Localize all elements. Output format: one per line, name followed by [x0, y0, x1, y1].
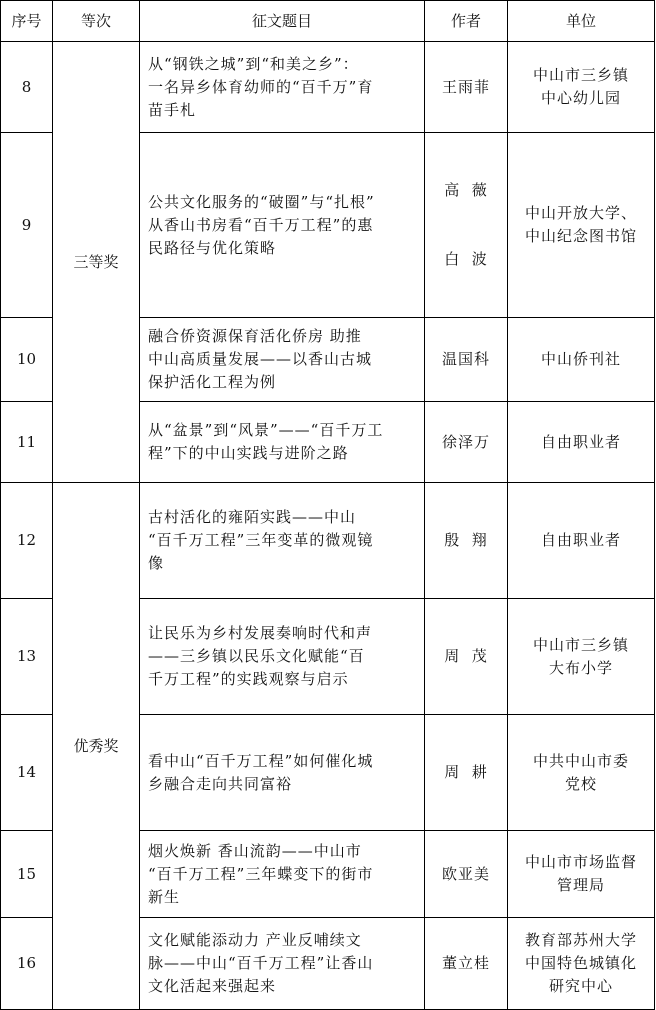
unit-name: 自由职业者 — [508, 483, 655, 599]
author-name: 周 耕 — [425, 715, 508, 831]
row-index: 16 — [1, 918, 53, 1010]
row-index: 11 — [1, 402, 53, 483]
header-title: 征文题目 — [140, 1, 425, 42]
table-row — [1, 483, 655, 599]
row-index: 12 — [1, 483, 53, 599]
rank-excellent: 优秀奖 — [53, 483, 140, 1010]
header-row — [1, 1, 655, 42]
essay-title: 文化赋能添动力 产业反哺续文 脉——中山“百千万工程”让香山 文化活起来强起来 — [140, 918, 425, 1010]
header-author: 作者 — [425, 1, 508, 42]
author-name: 高 薇 白 波 — [425, 133, 508, 318]
essay-title: 融合侨资源保育活化侨房 助推 中山高质量发展——以香山古城 保护活化工程为例 — [140, 318, 425, 402]
row-index: 14 — [1, 715, 53, 831]
author-name: 徐泽万 — [425, 402, 508, 483]
unit-name: 中山市市场监督 管理局 — [508, 831, 655, 918]
row-index: 15 — [1, 831, 53, 918]
row-index: 8 — [1, 42, 53, 133]
author-name: 王雨菲 — [425, 42, 508, 133]
unit-name: 教育部苏州大学 中国特色城镇化 研究中心 — [508, 918, 655, 1010]
author-name: 温国科 — [425, 318, 508, 402]
row-index: 13 — [1, 599, 53, 715]
author-name: 周 茂 — [425, 599, 508, 715]
essay-title: 烟火焕新 香山流韵——中山市 “百千万工程”三年蝶变下的街市 新生 — [140, 831, 425, 918]
unit-name: 中山市三乡镇 中心幼儿园 — [508, 42, 655, 133]
essay-title: 公共文化服务的“破圈”与“扎根” 从香山书房看“百千万工程”的惠 民路径与优化策略 — [140, 133, 425, 318]
header-unit: 单位 — [508, 1, 655, 42]
header-rank: 等次 — [53, 1, 140, 42]
essay-title: 让民乐为乡村发展奏响时代和声 ——三乡镇以民乐文化赋能“百 千万工程”的实践观察与启示 — [140, 599, 425, 715]
unit-name: 中山侨刊社 — [508, 318, 655, 402]
unit-name: 中山开放大学、 中山纪念图书馆 — [508, 133, 655, 318]
unit-name: 中共中山市委 党校 — [508, 715, 655, 831]
author-name: 董立桂 — [425, 918, 508, 1010]
row-index: 9 — [1, 133, 53, 318]
unit-name: 中山市三乡镇 大布小学 — [508, 599, 655, 715]
essay-title: 从“盆景”到“风景”——“百千万工 程”下的中山实践与进阶之路 — [140, 402, 425, 483]
table-row — [1, 42, 655, 133]
author-name: 殷 翔 — [425, 483, 508, 599]
row-index: 10 — [1, 318, 53, 402]
author-name: 欧亚美 — [425, 831, 508, 918]
unit-name: 自由职业者 — [508, 402, 655, 483]
essay-title: 从“钢铁之城”到“和美之乡”： 一名异乡体育幼师的“百千万”育 苗手札 — [140, 42, 425, 133]
essay-title: 古村活化的雍陌实践——中山 “百千万工程”三年变革的微观镜 像 — [140, 483, 425, 599]
header-index: 序号 — [1, 1, 53, 42]
rank-third: 三等奖 — [53, 42, 140, 483]
essay-title: 看中山“百千万工程”如何催化城 乡融合走向共同富裕 — [140, 715, 425, 831]
